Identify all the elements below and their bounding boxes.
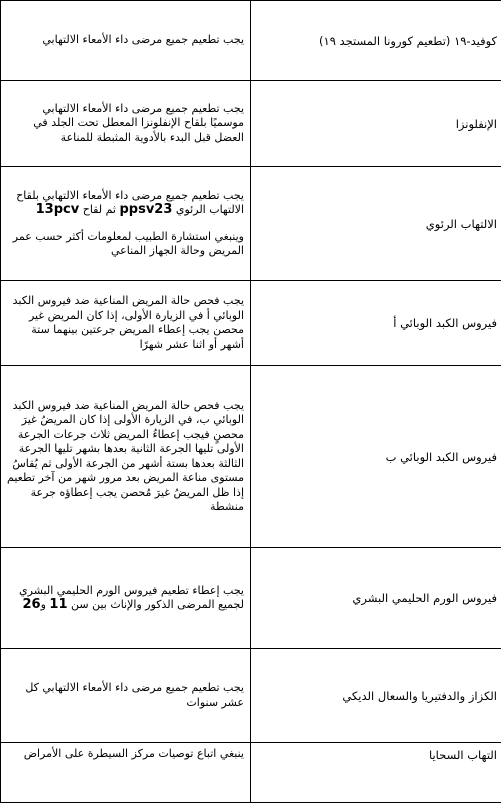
vaccine-name: التهاب السحايا xyxy=(251,743,501,803)
recommendation-text: يجب تطعيم جميع مرضى داء الأمعاء الالتهابي كل عشر سنوات xyxy=(7,681,244,710)
recommendation xyxy=(1,281,251,366)
vaccine-name: فيروس الكبد الوبائي ب xyxy=(251,366,501,548)
vaccine-name: الالتهاب الرئوي xyxy=(251,167,501,281)
vaccine-name: فيروس الكبد الوبائي أ xyxy=(251,281,501,366)
vaccine-name: الكزاز والدفتيريا والسعال الديكي xyxy=(251,649,501,743)
recommendation-text: ينبغي اتباع توصيات مركز السيطرة على الأمراض xyxy=(7,747,244,762)
rec-and: و xyxy=(41,598,46,611)
vaccine-code: ppsv23 xyxy=(119,202,172,217)
recommendation-text xyxy=(7,189,244,218)
recommendation-note: وينبغي استشارة الطبيب لمعلومات أكثر حسب عمر المريض وحالة الجهاز المناعي xyxy=(7,230,244,259)
recommendation xyxy=(1,167,251,281)
recommendation xyxy=(1,649,251,743)
table-row xyxy=(1,743,501,803)
table-row xyxy=(1,1,501,81)
recommendation xyxy=(1,81,251,167)
vaccine-code: 13pcv xyxy=(36,202,80,217)
rec-part: يجب تطعيم جميع مرضى داء الأمعاء الالتهابي بلقاح الالتهاب الرئوي xyxy=(16,189,244,217)
table-row xyxy=(1,548,501,649)
age-number: 11 xyxy=(49,597,67,612)
recommendation xyxy=(1,366,251,548)
recommendation xyxy=(1,548,251,649)
vaccine-name: الإنفلونزا xyxy=(251,81,501,167)
rec-part: يجب إعطاء تطعيم فيروس الورم الحليمي البشري لجميع المرضى الذكور والإناث بين سن xyxy=(19,584,244,612)
table-row xyxy=(1,167,501,281)
recommendation-text: يجب تطعيم جميع مرضى داء الأمعاء الالتهابي xyxy=(7,33,244,48)
table-row xyxy=(1,366,501,548)
recommendation-text: يجب فحص حالة المريض المناعية ضد فيروس الكبد الوبائي ب، في الزيارة الأولى إذا كان المريضُ غيرَ محصنٍ فيجب إعطاءُ المريض ثلاث جرعات الجرعة الأولى تليها الجرعة الثانية بعدها بشهر تليها الجرعة الثالثة بعدها بستة أشهر من الجرعة الأولى ثم يُقاسُ مستوى مناعة المريض بعد مرور شهر من آخر تطعيم إذا ظل المريضُ غيرَ مُحصن يجب إعطاؤه جرعة منشطة xyxy=(7,399,244,515)
vaccine-name: كوفيد-١٩ (تطعيم كورونا المستجد ١٩) xyxy=(251,1,501,81)
age-number: 26 xyxy=(23,597,41,612)
vaccine-name: فيروس الورم الحليمي البشري xyxy=(251,548,501,649)
table-row xyxy=(1,649,501,743)
recommendation-text: يجب فحص حالة المريض المناعية ضد فيروس الكبد الوبائي أ في الزيارة الأولى، إذا كان المريض غير محصن يجب إعطاء المريض جرعتين بينهما ستة أشهر أو اثنا عشر شهرًا xyxy=(7,294,244,352)
table-row xyxy=(1,81,501,167)
recommendation xyxy=(1,1,251,81)
recommendation-text: يجب تطعيم جميع مرضى داء الأمعاء الالتهابي موسميًا بلقاح الإنفلونزا المعطل تحت الجلد في العضل قبل البدء بالأدوية المثبطة للمناعة xyxy=(7,102,244,146)
table-row xyxy=(1,281,501,366)
recommendation xyxy=(1,743,251,803)
rec-part: ثم لقاح xyxy=(83,203,116,216)
recommendation-text xyxy=(7,584,244,613)
